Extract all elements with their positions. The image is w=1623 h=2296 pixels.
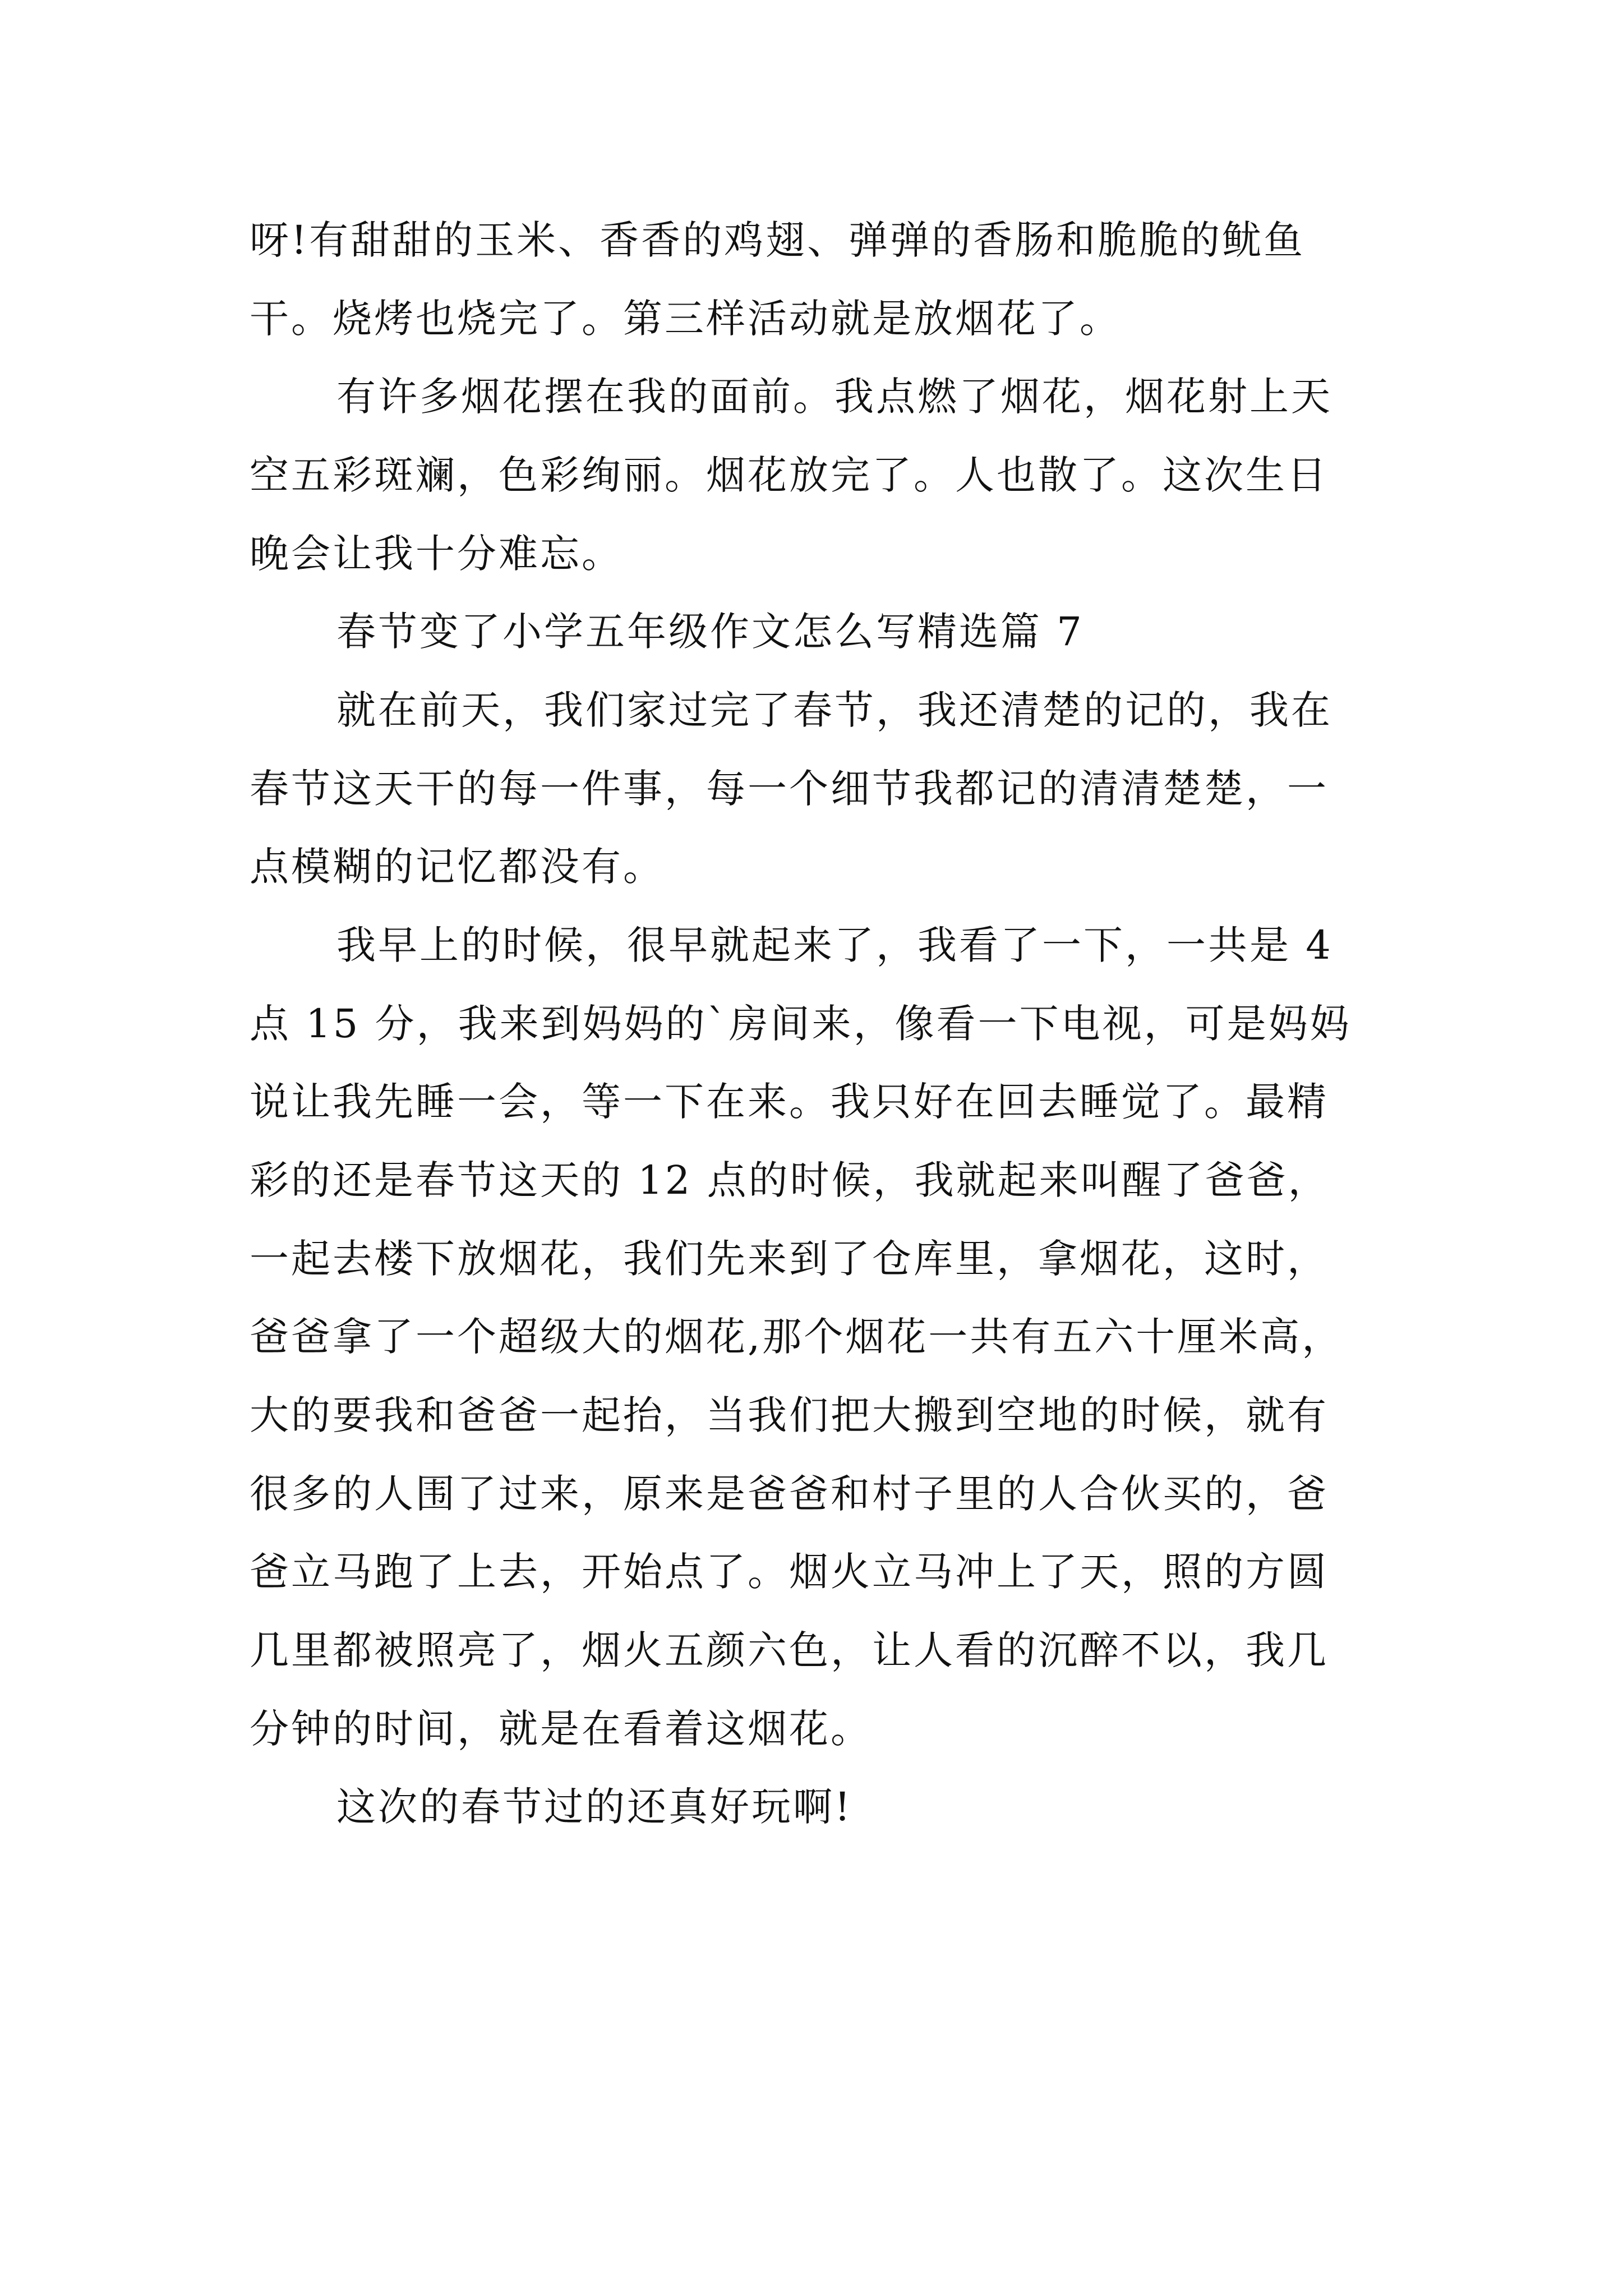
text-line: 爸爸拿了一个超级大的烟花,那个烟花一共有五六十厘米高， bbox=[250, 1314, 1344, 1360]
text-line: 一起去楼下放烟花，我们先来到了仓库里，拿烟花，这时， bbox=[250, 1236, 1329, 1282]
paragraph-start-line: 这次的春节过的还真好玩啊! bbox=[336, 1784, 853, 1830]
text-line: 几里都被照亮了，烟火五颜六色，让人看的沉醉不以，我几 bbox=[250, 1627, 1329, 1673]
text-line: 春节这天干的每一件事，每一个细节我都记的清清楚楚，一 bbox=[250, 766, 1329, 812]
text-line: 点 15 分，我来到妈妈的`房间来，像看一下电视，可是妈妈 bbox=[250, 1001, 1352, 1047]
text-line: 很多的人围了过来，原来是爸爸和村子里的人合伙买的，爸 bbox=[250, 1471, 1329, 1517]
section-heading: 春节变了小学五年级作文怎么写精选篇 7 bbox=[336, 609, 1084, 655]
text-line: 干。烧烤也烧完了。第三样活动就是放烟花了。 bbox=[250, 296, 1121, 342]
text-line: 大的要我和爸爸一起抬，当我们把大搬到空地的时候，就有 bbox=[250, 1392, 1329, 1438]
text-line: 晚会让我十分难忘。 bbox=[250, 531, 623, 577]
text-line: 爸立马跑了上去，开始点了。烟火立马冲上了天，照的方圆 bbox=[250, 1549, 1329, 1595]
text-line: 空五彩斑斓，色彩绚丽。烟花放完了。人也散了。这次生日 bbox=[250, 452, 1329, 498]
text-line: 点模糊的记忆都没有。 bbox=[250, 844, 665, 890]
paragraph-start-line: 我早上的时候，很早就起来了，我看了一下，一共是 4 bbox=[336, 922, 1333, 968]
paragraph-start-line: 有许多烟花摆在我的面前。我点燃了烟花，烟花射上天 bbox=[336, 374, 1332, 420]
text-line: 彩的还是春节这天的 12 点的时候，我就起来叫醒了爸爸， bbox=[250, 1157, 1330, 1203]
paragraph-start-line: 就在前天，我们家过完了春节，我还清楚的记的，我在 bbox=[336, 687, 1332, 733]
text-line: 呀!有甜甜的玉米、香香的鸡翅、弹弹的香肠和脆脆的鱿鱼 bbox=[250, 217, 1306, 263]
text-line: 分钟的时间，就是在看着这烟花。 bbox=[250, 1706, 872, 1752]
text-line: 说让我先睡一会，等一下在来。我只好在回去睡觉了。最精 bbox=[250, 1079, 1329, 1125]
